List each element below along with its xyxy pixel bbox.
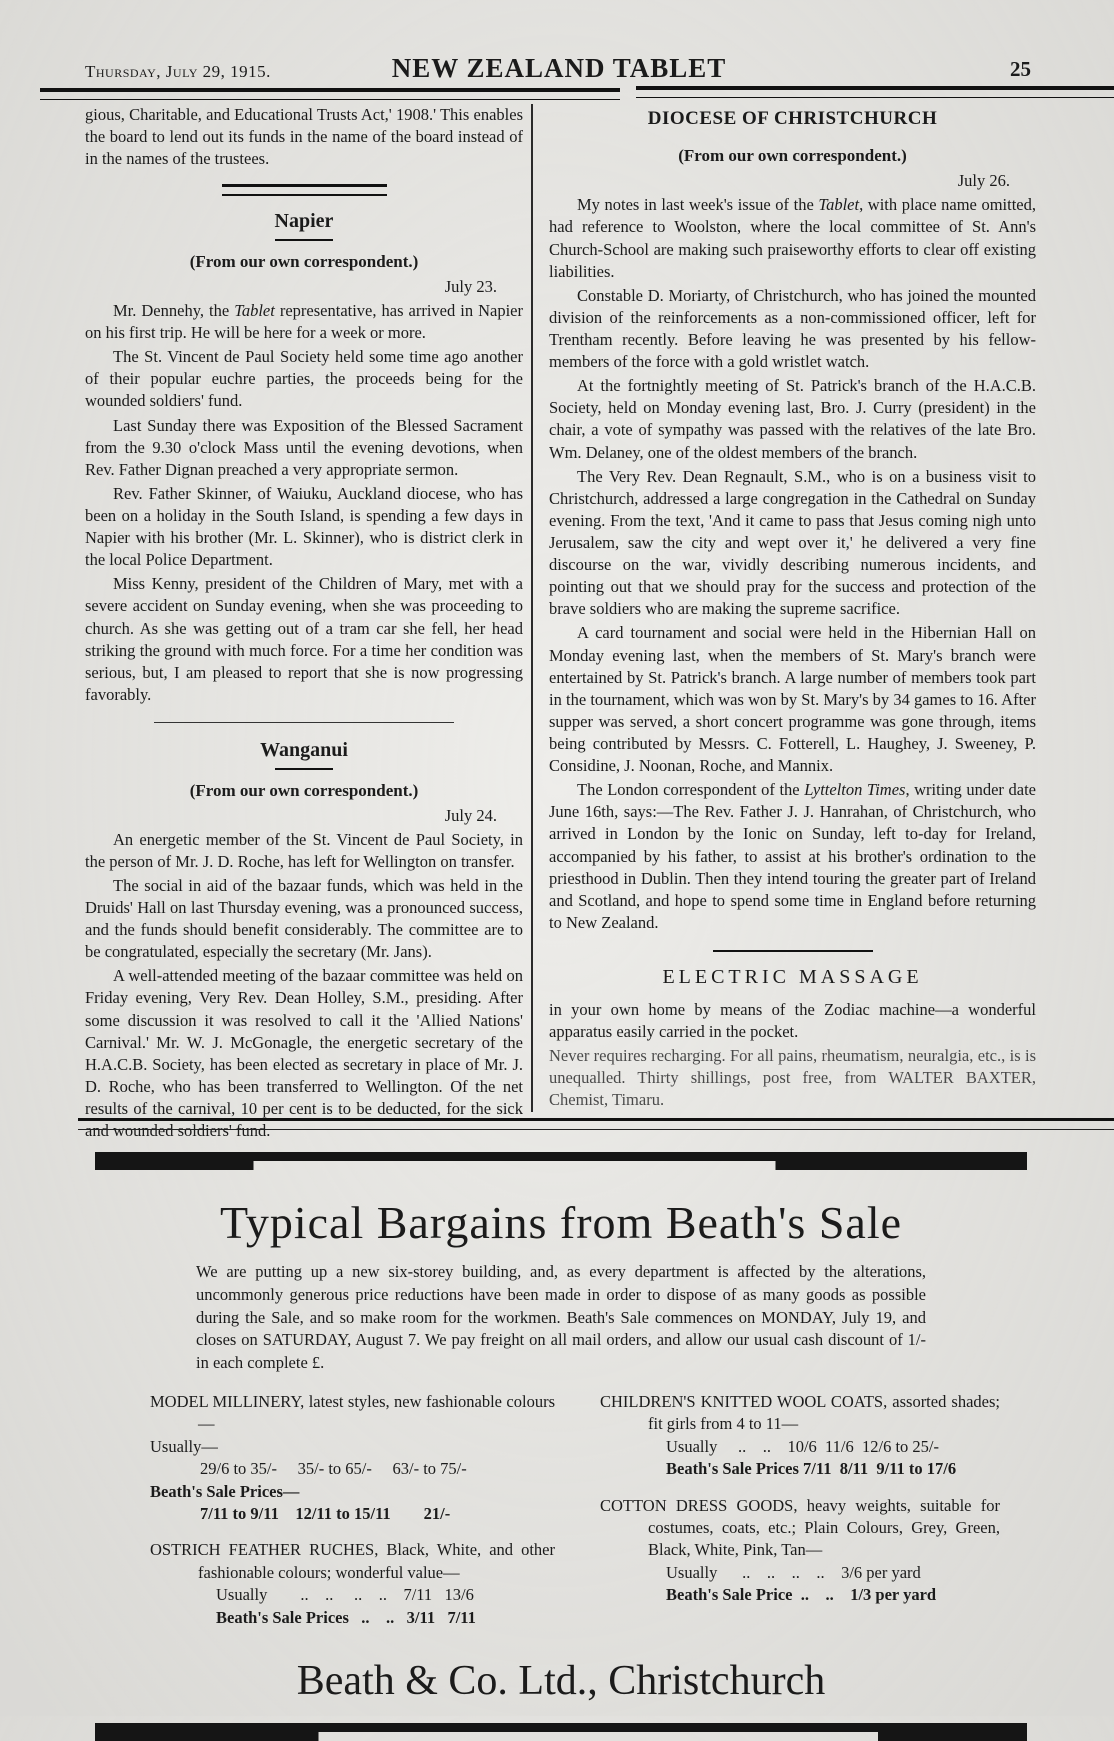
advert-title: Typical Bargains from Beath's Sale xyxy=(219,1197,903,1248)
column-divider xyxy=(531,104,533,1112)
electric-massage-body-1: in your own home by means of the Zodiac machine—a wonderful apparatus easily carried in the pocket. xyxy=(549,999,1036,1041)
napier-para-1: Mr. Dennehy, the Tablet representative, has arrived in Napier on his first trip. He will be here for a week or more. xyxy=(85,301,523,343)
napier-para-3: Last Sunday there was Exposition of the Blessed Sacrament from the 9.30 o'clock Mass until the evening devotions, when Rev. Father Dignan preached a very appropriate sermon. xyxy=(85,415,523,479)
christchurch-para-3: At the fortnightly meeting of St. Patrick's branch of the H.A.C.B. Society, held on Monday evening last, Bro. J. Curry (president) in the chair, a vote of sympathy was passed with the relatives of the late Bro. Wm. Delaney, one of the oldest members of the branch. xyxy=(549,376,1036,462)
christchurch-byline: (From our own correspondent.) xyxy=(678,146,907,166)
napier-dateline: July 23. xyxy=(444,276,497,296)
napier-byline: (From our own correspondent.) xyxy=(189,252,419,272)
beaths-advert xyxy=(95,1152,1027,1741)
trusts-act-paragraph: gious, Charitable, and Educational Trusts Act,' 1908.' This enables the board to lend out its funds in the name of the board instead of in the names of the trustees. xyxy=(85,105,523,169)
wanganui-dateline: July 24. xyxy=(444,805,497,825)
advert-item-millinery: MODEL MILLINERY, latest styles, new fashionable colours— Usually— 29/6 to 35/- 35/- to 65/- 63/- to 75/- Beath's Sale Prices— 7/11 to 9/11 12/11 to 15/11 21/- xyxy=(150,1391,555,1524)
christchurch-para-1: My notes in last week's issue of the Tablet, with place name omitted, had reference to Woolston, where the local committee of St. Ann's Church-School are making such praiseworthy efforts to clear off existing liabilities. xyxy=(549,195,1037,281)
wanganui-para-3: A well-attended meeting of the bazaar committee was held on Friday evening, Very Rev. Dean Holley, S.M., presiding. After some discussion it was resolved to call it the 'Allied Nations' Carnival.' Mr. W. J. McGonagle, the energetic secretary of the H.A.C.B. Society, has been elected as secretary in place of Mr. J. D. Roche, who has been transferred to Wellington. Of the net results of the carnival, 10 per cent is to be deducted, for the sick and wounded soldiers' fund. xyxy=(85,966,523,1141)
page-header xyxy=(85,48,1033,82)
napier-heading: Napier xyxy=(274,210,334,233)
advert-item-ostrich-ruches: OSTRICH FEATHER RUCHES, Black, White, and other fashionable colours; wonderful value— Usually .. .. .. .. 7/11 13/6 Beath's Sale Prices .. .. 3/11 7/11 xyxy=(150,1540,555,1627)
christchurch-dateline: July 26. xyxy=(957,171,1010,191)
section-separator xyxy=(222,184,387,196)
heading-rule xyxy=(275,239,333,241)
header-rule-right xyxy=(636,86,1114,98)
wanganui-byline: (From our own correspondent.) xyxy=(189,780,419,800)
christchurch-para-5: A card tournament and social were held in the Hibernian Hall on Monday evening last, when the members of St. Mary's branch were entertained by St. Patrick's branch. A large number of members took part in the tournament, which was won by St. Mary's by 34 games to 16. After supper was served, a short concert programme was gone through, items being contributed by Messrs. C. Fotterell, L. Haughey, J. Sweeney, P. Considine, J. Noonan, Roche, and Mannix. xyxy=(549,623,1036,776)
advert-decorative-band-bottom xyxy=(95,1723,1027,1741)
masthead: NEW ZEALAND TABLET xyxy=(391,53,727,83)
napier-para-2: The St. Vincent de Paul Society held some time ago another of their popular euchre parties, the proceeds being for the wounded soldiers' fund. xyxy=(85,347,523,411)
advert-right-column xyxy=(600,1391,1000,1643)
section-separator xyxy=(154,722,454,723)
napier-para-4: Rev. Father Skinner, of Waiuku, Auckland diocese, who has been on a holiday in the South Island, is spending a few days in Napier with his brother (Mr. L. Skinner), who is district clerk in the local Police Department. xyxy=(85,483,523,570)
christchurch-para-4: The Very Rev. Dean Regnault, S.M., who is on a business visit to Christchurch, addressed a large congregation in the Cathedral on Sunday evening. From the text, 'And it came to pass that Jesus coming nigh unto Jerusalem, saw the city and wept over it,' he delivered a very fine discourse on the war, vividly describing numerous incidents, and pointing out that we should pray for the success and protection of the brave soldiers who are making the supreme sacrifice. xyxy=(549,466,1036,619)
advert-top-rule xyxy=(78,1118,1114,1130)
christchurch-heading: DIOCESE OF CHRISTCHURCH xyxy=(647,108,938,129)
advert-left-column xyxy=(150,1391,555,1643)
advert-intro: We are putting up a new six-storey building, and, as every department is affected by the alterations, uncommonly generous price reductions have been made in order to dispose of as many goods as possible during the Sale, and so make room for the workmen. Beath's Sale commences on MONDAY, July 19, and closes on SATURDAY, August 7. We pay freight on all mail orders, and allow our usual cash discount of 1/- in each complete £. xyxy=(196,1262,926,1373)
section-separator xyxy=(713,950,873,952)
page-number: 25 xyxy=(1010,57,1031,81)
electric-massage-body-2: Never requires recharging. For all pains, rheumatism, neuralgia, etc., is is unequalled. Thirty shillings, post free, from WALTER BAXTER, Chemist, Timaru. xyxy=(549,1045,1036,1110)
advert-decorative-band-top xyxy=(95,1152,1027,1170)
advert-item-cotton-goods: COTTON DRESS GOODS, heavy weights, suitable for costumes, coats, etc.; Plain Colours, Grey, Green, Black, White, Pink, Tan— Usually .. .. .. .. 3/6 per yard Beath's Sale Price .. .. 1/3 per yard xyxy=(600,1495,1000,1605)
right-column xyxy=(549,104,1036,1113)
advert-company-name: Beath & Co. Ltd., Christchurch xyxy=(296,1658,826,1705)
issue-date: Thursday, July 29, 1915. xyxy=(85,62,271,81)
advert-columns xyxy=(95,1391,1027,1643)
advert-item-wool-coats: CHILDREN'S KNITTED WOOL COATS, assorted shades; fit girls from 4 to 11— Usually .. .. 10/6 11/6 12/6 to 25/- Beath's Sale Prices 7/11 8/11 9/11 to 17/6 xyxy=(600,1391,1000,1479)
wanganui-para-2: The social in aid of the bazaar funds, which was held in the Druids' Hall on last Thursday evening, was a pronounced success, and the funds should benefit considerably. The committee are to be congratulated, especially the secretary (Mr. Jans). xyxy=(85,875,523,962)
napier-para-5: Miss Kenny, president of the Children of Mary, met with a severe accident on Sunday evening, when she was proceeding to church. As she was getting out of a tram car she fell, her head striking the ground with much force. For a time her condition was serious, but, I am pleased to report that she is now progressing favorably. xyxy=(85,574,523,704)
header-rule-left xyxy=(40,88,620,100)
christchurch-para-2: Constable D. Moriarty, of Christchurch, who has joined the mounted division of the reinforcements as a non-commissioned officer, left for Trentham recently. Before leaving he was presented by his fellow-members of the force with a gold wristlet watch. xyxy=(549,285,1036,372)
wanganui-heading: Wanganui xyxy=(260,738,348,761)
wanganui-para-1: An energetic member of the St. Vincent de Paul Society, in the person of Mr. J. D. Roche, has left for Wellington on transfer. xyxy=(85,829,523,871)
electric-massage-heading: ELECTRIC MASSAGE xyxy=(662,965,923,988)
christchurch-para-6: The London correspondent of the Lyttelton Times, writing under date June 16th, says:—The Rev. Father J. J. Hanrahan, of Christchurch, who arrived in London by the Ionic on Sunday, left to-day for Ireland, accompanied by his father, to assist at his brother's ordination to the priesthood in Dublin. Then they intend touring the greater part of Ireland and Scotland, and hope to spend some time in England before returning to New Zealand. xyxy=(549,780,1036,932)
heading-rule xyxy=(275,768,333,770)
left-column xyxy=(85,104,523,1144)
